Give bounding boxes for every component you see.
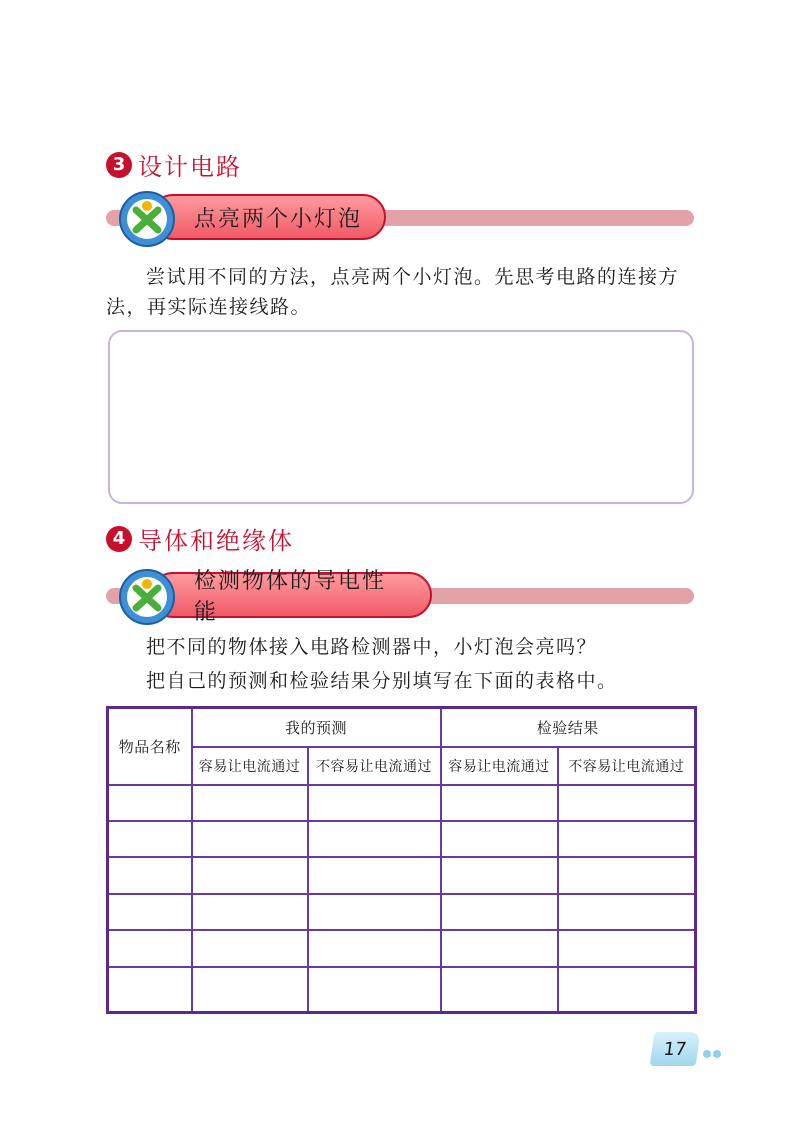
section-title: 设计电路 [138,153,242,181]
activity-logo-icon [118,190,176,248]
table-cell[interactable] [558,785,696,821]
table-cell[interactable] [308,821,441,857]
table-row [108,857,696,893]
table-cell[interactable] [192,857,308,893]
table-cell[interactable] [441,930,558,966]
item-name-header: 物品名称 [108,708,192,785]
table-cell[interactable] [441,821,558,857]
table-cell[interactable] [441,967,558,1013]
table-cell[interactable] [108,930,192,966]
table-cell[interactable] [558,821,696,857]
results-table [106,706,697,1014]
result-header: 检验结果 [441,708,696,747]
prediction-header: 我的预测 [192,708,441,747]
table-cell[interactable] [308,785,441,821]
page-number-tab [650,1032,701,1066]
table-cell[interactable] [441,857,558,893]
section-4-line-2: 把自己的预测和检验结果分别填写在下面的表格中。 [146,670,618,692]
table-cell[interactable] [558,967,696,1013]
activity-banner [150,569,432,625]
page-number: 17 [662,1038,688,1060]
activity-logo-icon [118,568,176,626]
table-cell[interactable] [192,930,308,966]
activity-banner-title: 检测物体的导电性能 [194,569,387,625]
section-3-heading [106,147,242,182]
activity-banner-title: 点亮两个小灯泡 [194,206,363,232]
table-cell[interactable] [192,785,308,821]
table-cell[interactable] [108,857,192,893]
table-cell[interactable] [441,894,558,930]
decorative-dot [713,1050,721,1058]
section-title: 导体和绝缘体 [138,527,294,555]
decorative-dot [703,1050,711,1058]
prediction-not-easy-header: 不容易让电流通过 [308,747,441,785]
table-row [108,894,696,930]
section-4-line-1: 把不同的物体接入电路检测器中，小灯泡会亮吗？ [146,636,598,658]
prediction-easy-header: 容易让电流通过 [192,747,308,785]
table-cell[interactable] [308,930,441,966]
table-row [108,821,696,857]
table-cell[interactable] [192,967,308,1013]
table-row [108,785,696,821]
table-cell[interactable] [308,894,441,930]
table-cell[interactable] [558,930,696,966]
section-4-heading [106,521,294,556]
table-cell[interactable] [108,894,192,930]
table-cell[interactable] [108,967,192,1013]
table-cell[interactable] [558,857,696,893]
table-row [108,930,696,966]
table-cell[interactable] [308,967,441,1013]
result-not-easy-header: 不容易让电流通过 [558,747,696,785]
result-easy-header: 容易让电流通过 [441,747,558,785]
table-cell[interactable] [108,785,192,821]
drawing-area[interactable] [108,330,694,504]
table-row [108,967,696,1013]
activity-banner [150,194,386,240]
table-cell[interactable] [558,894,696,930]
table-cell[interactable] [441,785,558,821]
section-number-badge: 3 [106,152,132,178]
table-cell[interactable] [192,821,308,857]
section-number-badge: 4 [106,526,132,552]
table-cell[interactable] [192,894,308,930]
table-cell[interactable] [308,857,441,893]
table-cell[interactable] [108,821,192,857]
section-3-paragraph: 尝试用不同的方法，点亮两个小灯泡。先思考电路的连接方法，再实际连接线路。 [106,266,680,318]
